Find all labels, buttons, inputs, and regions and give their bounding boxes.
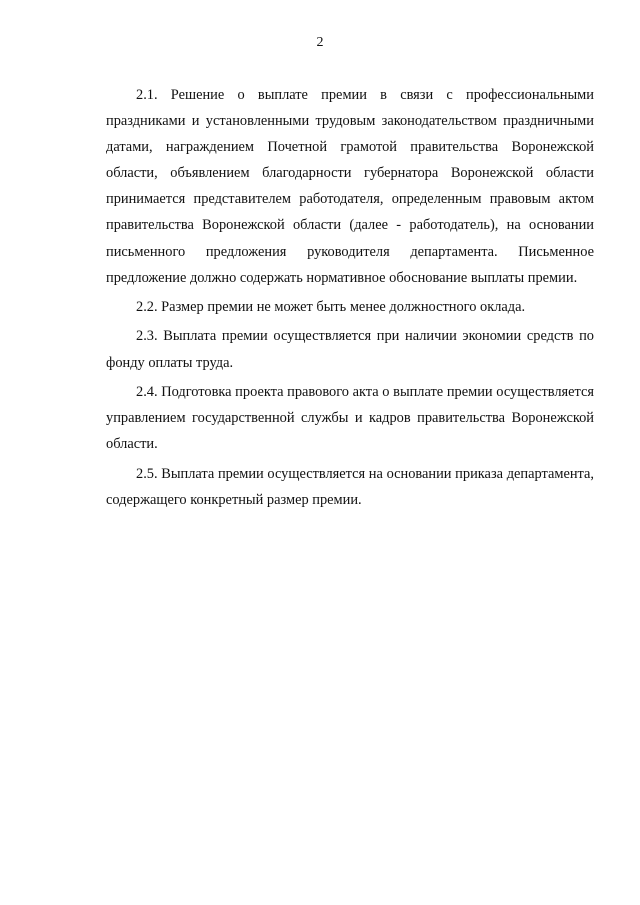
paragraph-2-2: 2.2. Размер премии не может быть менее должностного оклада. bbox=[136, 299, 526, 316]
paragraph-2-5: 2.5. Выплата премии осуществляется на основании приказа департамента, содержащего конкретный размер премии. bbox=[106, 465, 594, 508]
paragraph-2-1: 2.1. Решение о выплате премии в связи с профессиональными праздниками и установленными трудовым законодательством праздничными датами, награждением Почетной грамотой правительства Воронежской области, объявлением благодарности губернатора Воронежской области принимается представителем работодателя, определенным правовым актом правительства Воронежской области (далее - работодатель), на основании письменного предложения руководителя департамента. Письменное предложение должно содержать нормативное обоснование выплаты премии. bbox=[106, 87, 594, 286]
paragraph-2-4: 2.4. Подготовка проекта правового акта о выплате премии осуществляется управлением государственной службы и кадров правительства Воронежской области. bbox=[106, 383, 594, 453]
document-body bbox=[106, 82, 594, 513]
paragraph-2-3: 2.3. Выплата премии осуществляется при наличии экономии средств по фонду оплаты труда. bbox=[106, 328, 594, 371]
page-number: 2 bbox=[316, 35, 324, 50]
